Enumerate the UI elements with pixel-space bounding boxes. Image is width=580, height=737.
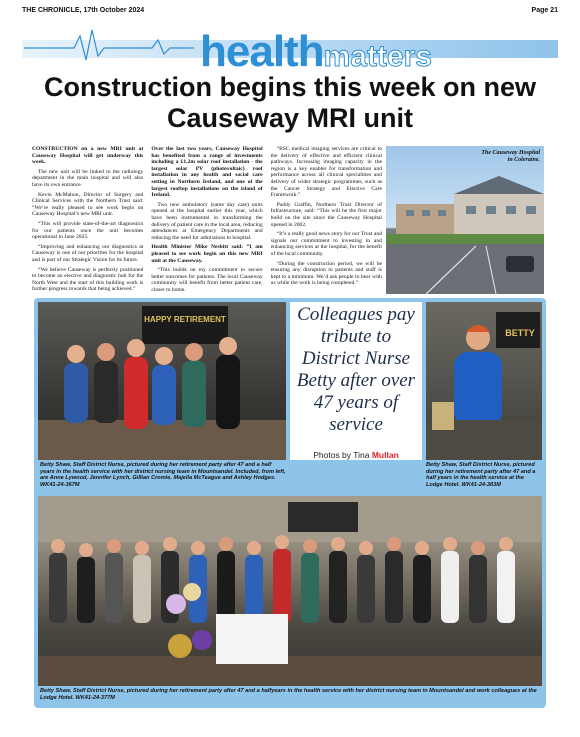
feature-title-box bbox=[290, 302, 422, 460]
photo-credit-name: Mullan bbox=[371, 450, 399, 460]
team-photo-2 bbox=[38, 496, 542, 686]
article-paragraph: “This will provide state-of-the-art diagnostics for our patients once the unit becomes operational in June 2025. bbox=[32, 220, 144, 241]
hospital-photo bbox=[386, 146, 544, 294]
betty-photo bbox=[426, 302, 542, 460]
page-header bbox=[22, 4, 558, 16]
article-column-1 bbox=[32, 146, 143, 301]
balloon-icon bbox=[192, 630, 212, 650]
article-paragraph: “Improving and enhancing our diagnostics at Causeway is one of our priorities for the hospital and is part of our Strategic Vision for its future. bbox=[32, 243, 144, 263]
article-paragraph: “We believe Causeway is perfectly positioned to become an elective and diagnostic hub for the North West and the start of this building work is further progress towards that being achieved.” bbox=[32, 266, 144, 293]
balloon-icon bbox=[166, 594, 186, 614]
article-paragraph: “BSC medical imaging services are critical to the delivery of effective and efficient clinical pathways. Increasing imaging capacity in the region is a key enabler for transformation and performance across all clinical specialities and delivery of wider strategic programmes, such as the Cancer Strategy and Elective Care Framework.” bbox=[270, 146, 382, 199]
photo-credit-prefix: Photos by Tina bbox=[313, 450, 370, 460]
hospital-building-illustration bbox=[386, 146, 544, 294]
team-photo-1-illustration bbox=[38, 302, 286, 460]
photo-caption-3: Betty Shaw, Staff District Nurse, pictured during her retirement party after 47 and a halfyears in the health service with her district nursing team in Mountsandel and work colleagues at the Lodge Hotel. WK41-24-377M bbox=[40, 688, 537, 701]
article-paragraph: CONSTRUCTION on a new MRI unit at Causeway Hospital will get underway this week. bbox=[32, 146, 144, 166]
paper-date: THE CHRONICLE, 17th October 2024 bbox=[22, 6, 145, 14]
group-of-people bbox=[64, 337, 240, 429]
section-title-matters: matters bbox=[323, 40, 432, 73]
team-photo-1 bbox=[38, 302, 286, 460]
article-paragraph: Paddy Graffin, Northern Trust Director of Infrastructure, said: “This will be the first major build on the site since the Causeway Hospital opened in 2002. bbox=[270, 201, 382, 228]
page-number: Page 21 bbox=[531, 6, 558, 14]
article-paragraph: Two new ambulatory (same day care) units opened at the hospital earlier this year, which have been instrumental in transforming the delivery of patient care in the local area, reducing attendances at Emergency Departments and reducing the need for admissions to hospital. bbox=[151, 201, 263, 241]
article-paragraph: Health Minister Mike Nesbitt said: “I am pleased to see work begin on this new MRI unit at the Causeway. bbox=[151, 244, 263, 264]
team-photo-2-illustration bbox=[38, 496, 542, 686]
photo-credit bbox=[294, 450, 418, 460]
article-paragraph: Over the last two years, Causeway Hospital has benefited from a range of investments including a £1.2m solar roof installation - the largest solar PV (photovoltaic) roof installation in any health and social care setting in Northern Ireland, and one of the largest rooftop installations on the island of Ireland. bbox=[151, 146, 263, 199]
article-paragraph: Kevin McMahon, Director of Surgery and Clinical Services with the Northern Trust said: “We’re really pleased to see work begin on Causeway Hospital’s new MRI unit. bbox=[32, 191, 144, 218]
balloon-icon bbox=[183, 583, 201, 601]
heartbeat-line-icon bbox=[24, 26, 194, 66]
article-paragraph: “This builds on my commitment to secure better outcomes for patients. The local Causeway community will benefit from better patient care, closer to home. bbox=[151, 267, 263, 293]
hospital-photo-caption: The Causeway Hospital in Coleraine. bbox=[481, 150, 540, 163]
article-column-3 bbox=[271, 146, 382, 301]
retirement-sign-text: HAPPY RETIREMENT bbox=[144, 315, 226, 324]
betty-photo-illustration bbox=[426, 302, 542, 460]
photo-caption-1: Betty Shaw, Staff District Nurse, pictured during her retirement party after 47 and a half years in the health service with her district nursing team in Mountsandel. Included, from left, are Anne Lywood, Jennifer Lynch, Gillian Cromie, Majella McTeague and Ashley Hodges. WK41-24-367M bbox=[40, 462, 286, 488]
article-paragraph: “It’s a really good news story for our Trust and signals our commitment to investing in and enhancing services at the hospital, for the benefit of the local community. bbox=[270, 231, 382, 257]
article-column-2 bbox=[151, 146, 262, 301]
article-paragraph: The new unit will be linked to the radiology department in the main hospital and will also have its own entrance. bbox=[32, 168, 144, 188]
cake-table bbox=[216, 614, 288, 664]
large-group-of-people bbox=[49, 535, 515, 623]
article-paragraph: “During the construction period, we will be ensuring any disruption to patients and staff is kept to a minimum. We’d ask people to bear with us while the work is being completed.” bbox=[270, 260, 382, 287]
balloon-icon bbox=[168, 634, 192, 658]
section-title-health: health bbox=[200, 27, 324, 76]
betty-sign-text: BETTY bbox=[505, 328, 535, 338]
headline: Construction begins this week on new Causeway MRI unit bbox=[43, 72, 537, 133]
article-body bbox=[32, 146, 382, 301]
feature-title: Colleagues pay tribute to District Nurse Betty after over 47 years of service bbox=[296, 304, 416, 435]
photo-caption-2: Betty Shaw, Staff District Nurse, pictured during her retirement party after 47 and a half years in the health service at the Lodge Hotel. WK41-24-383M bbox=[426, 462, 536, 488]
